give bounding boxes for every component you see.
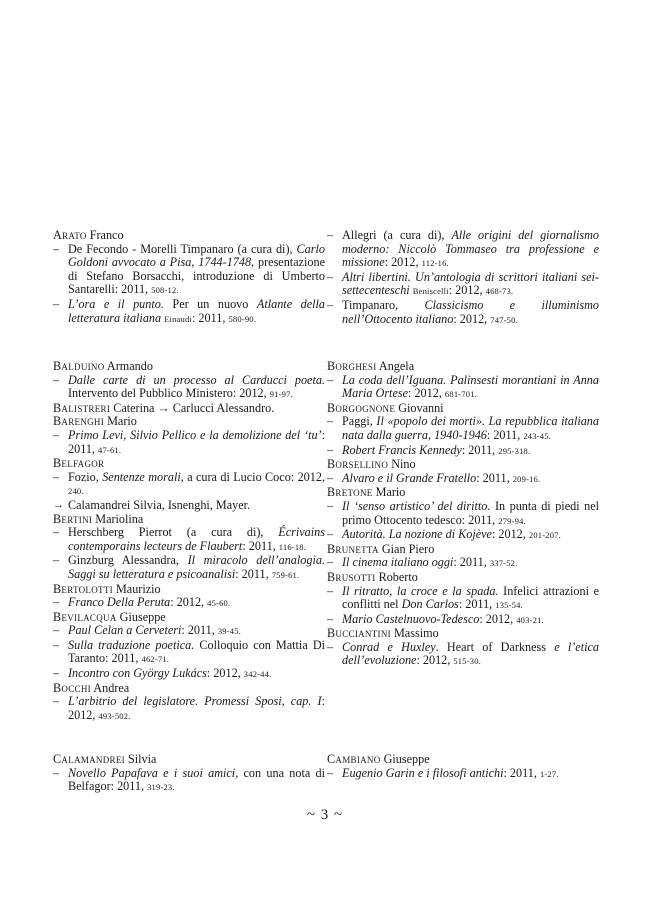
entry-text: : 2012, bbox=[206, 666, 244, 681]
author-surname: Barenghi bbox=[53, 414, 105, 429]
title-text: Alvaro e il Grande Fratello bbox=[342, 470, 477, 485]
entry-text: : 2011, bbox=[476, 470, 513, 485]
author-surname: Balistreri bbox=[53, 400, 111, 415]
title-text: Mario Castelnuovo-Tedesco bbox=[342, 611, 480, 626]
entry-text: : 2012, bbox=[416, 653, 454, 668]
author-firstname: Maurizio bbox=[112, 581, 161, 596]
title-text: Il cinema italiano oggi bbox=[342, 555, 454, 570]
page-range: 493-502. bbox=[98, 710, 131, 721]
entry-text: Paggi, bbox=[342, 414, 377, 429]
entry-text: : 2011, bbox=[486, 427, 524, 442]
page-range: 747-50. bbox=[490, 314, 518, 325]
entry-text: Per un nuovo bbox=[163, 296, 257, 311]
entry-text: Fozio, bbox=[68, 469, 103, 484]
index-entry bbox=[53, 374, 325, 402]
author-heading bbox=[327, 360, 599, 374]
author-heading bbox=[53, 753, 325, 767]
index-entry bbox=[53, 243, 325, 298]
author-heading bbox=[327, 458, 599, 472]
author-firstname: Angela bbox=[376, 359, 415, 373]
entry-text: : 2011, bbox=[461, 442, 499, 457]
title-text: Eugenio Garin e i filosofi antichi bbox=[342, 765, 504, 780]
author-firstname: Caterina → Carlucci Alessandro. bbox=[110, 400, 275, 415]
column-right-section-a bbox=[327, 229, 599, 327]
index-entry bbox=[327, 271, 599, 299]
entry-text: Infelici attrazioni e conflitti nel bbox=[342, 583, 600, 612]
title-text: Écrivains contemporains lecteurs de Flaubert bbox=[68, 525, 325, 553]
page-range: 759-61. bbox=[271, 569, 300, 580]
page-range: 342-44. bbox=[243, 669, 272, 680]
author-firstname: Mario bbox=[104, 414, 137, 429]
entry-text: , con una nota di Belfagor: 2011, bbox=[68, 765, 325, 794]
author-heading bbox=[53, 457, 325, 471]
entry-text: Intervento del Pubblico Ministero: 2012, bbox=[68, 386, 270, 401]
page-range: 319-23. bbox=[147, 782, 175, 793]
index-entry bbox=[53, 526, 325, 554]
author-firstname: Andrea bbox=[90, 680, 130, 695]
page-range: 39-45. bbox=[217, 626, 241, 637]
column-right-section-b bbox=[327, 360, 599, 669]
index-entry bbox=[327, 229, 599, 271]
page-range: 681-701. bbox=[444, 389, 477, 400]
page-range: 91-97. bbox=[269, 389, 293, 400]
page-range: 468-73. bbox=[485, 286, 514, 297]
author-firstname: Armando bbox=[104, 359, 153, 373]
entry-text: Calamandrei Silvia, Isnenghi, Mayer. bbox=[68, 497, 251, 512]
entry-text: : 2012, bbox=[453, 311, 491, 326]
entry-text: , a cura di Lucio Coco: 2012, bbox=[180, 469, 325, 484]
entry-text: . Heart of Darkness bbox=[435, 639, 555, 654]
author-firstname: Giovanni bbox=[395, 400, 444, 415]
index-entry bbox=[53, 298, 325, 326]
entry-text: Colloquio con Mattia Di Taranto: 2011, bbox=[68, 637, 326, 666]
author-surname: Balduino bbox=[53, 359, 105, 373]
page-range: 279-94. bbox=[498, 515, 526, 526]
title-text: Primo Levi, Silvio Pellico e la demolizione del ‘tu’ bbox=[68, 427, 322, 442]
entry-text: : 2012, bbox=[384, 255, 422, 270]
author-surname: Bertolotti bbox=[53, 581, 113, 596]
author-firstname: Roberto bbox=[375, 569, 418, 584]
page-range: 47-61. bbox=[98, 444, 122, 455]
author-surname: Borgognone bbox=[327, 400, 396, 415]
author-heading bbox=[327, 571, 599, 585]
page-number: ~ 3 ~ bbox=[306, 807, 344, 823]
author-heading bbox=[327, 753, 599, 767]
entry-text: Herschberg Pierrot (a cura di), bbox=[68, 525, 279, 540]
title-text: L’ora e il punto. bbox=[68, 296, 164, 311]
page-range: 209-16. bbox=[512, 473, 541, 484]
page-range: 243-45. bbox=[523, 430, 551, 441]
index-entry bbox=[53, 499, 325, 513]
title-text: Novello Papafava e i suoi amici bbox=[68, 765, 236, 780]
page-range: Einaudi bbox=[164, 313, 192, 324]
entry-text: : 2011, bbox=[192, 310, 229, 325]
author-heading bbox=[53, 360, 325, 374]
index-entry bbox=[327, 472, 599, 487]
title-text: La coda dell’Iguana. Palinsesti morantiani in Anna Maria Ortese bbox=[342, 372, 599, 401]
page-range: 515-30. bbox=[453, 656, 481, 667]
index-entry bbox=[327, 585, 599, 613]
entry-text: : 2012, bbox=[479, 611, 517, 626]
author-surname: Calamandrei bbox=[53, 752, 125, 766]
author-heading bbox=[53, 229, 325, 243]
title-text: Il ritratto, la croce e la spada. bbox=[342, 583, 499, 598]
entry-text: : 2012, bbox=[68, 694, 325, 722]
title-text: Don Carlos bbox=[401, 597, 459, 612]
index-entry bbox=[327, 500, 599, 528]
author-surname: Bocchi bbox=[53, 680, 91, 695]
author-surname: Borsellino bbox=[327, 457, 389, 472]
index-entry bbox=[327, 444, 599, 459]
page-range: 240. bbox=[68, 486, 84, 497]
page-range: 337-52. bbox=[489, 558, 518, 569]
entry-text: Timpanaro, bbox=[342, 297, 425, 312]
title-text: Dalle carte di un processo al Carducci poeta. bbox=[68, 372, 325, 387]
author-heading bbox=[53, 513, 325, 527]
title-text: e l’etica dell’evoluzione bbox=[342, 639, 599, 668]
entry-text: : 2011, bbox=[503, 765, 540, 780]
index-entry bbox=[53, 624, 325, 639]
index-entry bbox=[53, 767, 325, 795]
entry-text: : 2011, bbox=[242, 538, 279, 553]
author-surname: Cambiano bbox=[327, 752, 381, 766]
entry-text: : 2012, bbox=[491, 527, 529, 542]
author-surname: Bretone bbox=[327, 485, 373, 500]
author-firstname: Franco bbox=[86, 228, 124, 242]
title-text: Franco Della Peruta bbox=[68, 595, 171, 610]
page-range: 45-60. bbox=[207, 598, 231, 609]
author-heading bbox=[327, 402, 599, 416]
author-heading bbox=[53, 583, 325, 597]
column-right-section-c bbox=[327, 753, 599, 781]
column-left-section-c bbox=[53, 753, 325, 795]
column-left-section-b bbox=[53, 360, 325, 723]
author-firstname: Silvia bbox=[124, 752, 157, 766]
author-surname: Arato bbox=[53, 228, 87, 242]
index-entry bbox=[327, 528, 599, 543]
entry-text: Ginzburg Alessandra, bbox=[68, 553, 188, 568]
index-entry bbox=[327, 374, 599, 402]
entry-text: : 2012, bbox=[448, 283, 486, 298]
index-entry bbox=[327, 556, 599, 571]
page-range: 112-16. bbox=[421, 258, 449, 269]
title-text: Altri libertini. Un’antologia di scrittori italiani sei-settecenteschi bbox=[342, 269, 599, 298]
title-text: Atlante della letteratura italiana bbox=[68, 296, 326, 325]
index-entry bbox=[327, 613, 599, 628]
column-left-section-a bbox=[53, 229, 325, 326]
title-text: Il ‘senso artistico’ del diritto. bbox=[342, 498, 491, 513]
index-entry bbox=[327, 299, 599, 327]
author-surname: Brunetta bbox=[327, 541, 379, 556]
page-range: 403-21. bbox=[516, 614, 544, 625]
entry-text: In punta di piedi nel primo Ottocento tedesco: 2011, bbox=[342, 498, 599, 527]
author-surname: Belfagor bbox=[53, 456, 105, 471]
page-range: 1-27. bbox=[539, 768, 559, 779]
title-text: Il miracolo dell’analogia. Saggi su letteratura e psicoanalisi bbox=[68, 553, 325, 581]
title-text: Il «popolo dei morti». La repubblica italiana nata dalla guerra, 1940-1946 bbox=[342, 414, 599, 442]
title-text: Robert Francis Kennedy bbox=[342, 442, 462, 457]
page-range: 508-12. bbox=[151, 285, 179, 296]
index-entry bbox=[53, 667, 325, 682]
author-firstname: Massimo bbox=[390, 626, 439, 641]
entry-text: : 2011, bbox=[458, 597, 496, 612]
title-text: Incontro con György Lukács bbox=[68, 666, 207, 681]
author-heading bbox=[327, 486, 599, 500]
author-surname: Borghesi bbox=[327, 359, 377, 373]
page-range: 580-90. bbox=[228, 313, 257, 324]
title-text: Sentenze morali bbox=[102, 469, 181, 484]
page-range: 201-207. bbox=[528, 530, 561, 541]
page-range: 462-71. bbox=[141, 654, 170, 665]
author-surname: Brusotti bbox=[327, 569, 376, 584]
index-entry bbox=[53, 639, 325, 667]
title-text: Classicismo e illuminismo nell’Ottocento italiano bbox=[342, 297, 599, 326]
index-entry bbox=[327, 641, 599, 669]
index-entry bbox=[327, 415, 599, 443]
title-text: Conrad e Huxley bbox=[342, 639, 436, 654]
entry-text: Allegri (a cura di), bbox=[342, 228, 452, 242]
title-text: Carlo Goldoni avvocato a Pisa, 1744-1748 bbox=[68, 241, 325, 270]
author-heading bbox=[53, 611, 325, 625]
index-entry bbox=[53, 596, 325, 611]
entry-text: : 2012, bbox=[170, 595, 208, 610]
entry-text: : 2011, bbox=[235, 566, 272, 581]
author-firstname: Mariolina bbox=[92, 511, 144, 526]
author-firstname: Mario bbox=[372, 485, 406, 500]
entry-text: : 2011, bbox=[68, 427, 325, 456]
index-entry bbox=[53, 695, 325, 723]
page-range: 295-318. bbox=[498, 445, 531, 456]
title-text: Alle origini del giornalismo moderno: Niccolò Tommaseo tra professione e missione bbox=[342, 228, 599, 270]
entry-text: , presentazione di Stefano Borsacchi, introduzione di Umberto Santarelli: 2011, bbox=[68, 255, 325, 297]
author-firstname: Nino bbox=[388, 457, 416, 472]
index-entry bbox=[327, 767, 599, 782]
page-range: 135-54. bbox=[495, 600, 523, 611]
entry-text: : 2011, bbox=[181, 623, 218, 638]
author-surname: Bertini bbox=[53, 511, 93, 526]
author-firstname: Giuseppe bbox=[380, 752, 430, 766]
author-surname: Bevilacqua bbox=[53, 609, 117, 624]
page-range: 116-18. bbox=[278, 541, 307, 552]
author-heading bbox=[53, 415, 325, 429]
title-text: L’arbitrio del legislatore. Promessi Sposi, cap. I bbox=[68, 694, 322, 709]
author-heading bbox=[53, 402, 325, 416]
index-entry bbox=[53, 554, 325, 582]
title-text: Paul Celan a Cerveteri bbox=[68, 623, 182, 638]
page-range: Beniscelli bbox=[412, 286, 449, 297]
author-heading bbox=[53, 682, 325, 696]
author-firstname: Giuseppe bbox=[116, 609, 166, 624]
index-entry bbox=[53, 471, 325, 499]
index-entry bbox=[53, 429, 325, 457]
author-heading bbox=[327, 627, 599, 641]
entry-text: : 2011, bbox=[453, 555, 490, 570]
author-surname: Bucciantini bbox=[327, 626, 391, 641]
author-firstname: Gian Piero bbox=[378, 541, 435, 556]
entry-text: De Fecondo - Morelli Timpanaro (a cura di), bbox=[68, 241, 297, 256]
author-heading bbox=[327, 543, 599, 557]
title-text: Sulla traduzione poetica. bbox=[68, 637, 195, 652]
entry-text: : 2012, bbox=[408, 386, 445, 401]
title-text: Autorità. La nozione di Kojève bbox=[342, 527, 492, 542]
